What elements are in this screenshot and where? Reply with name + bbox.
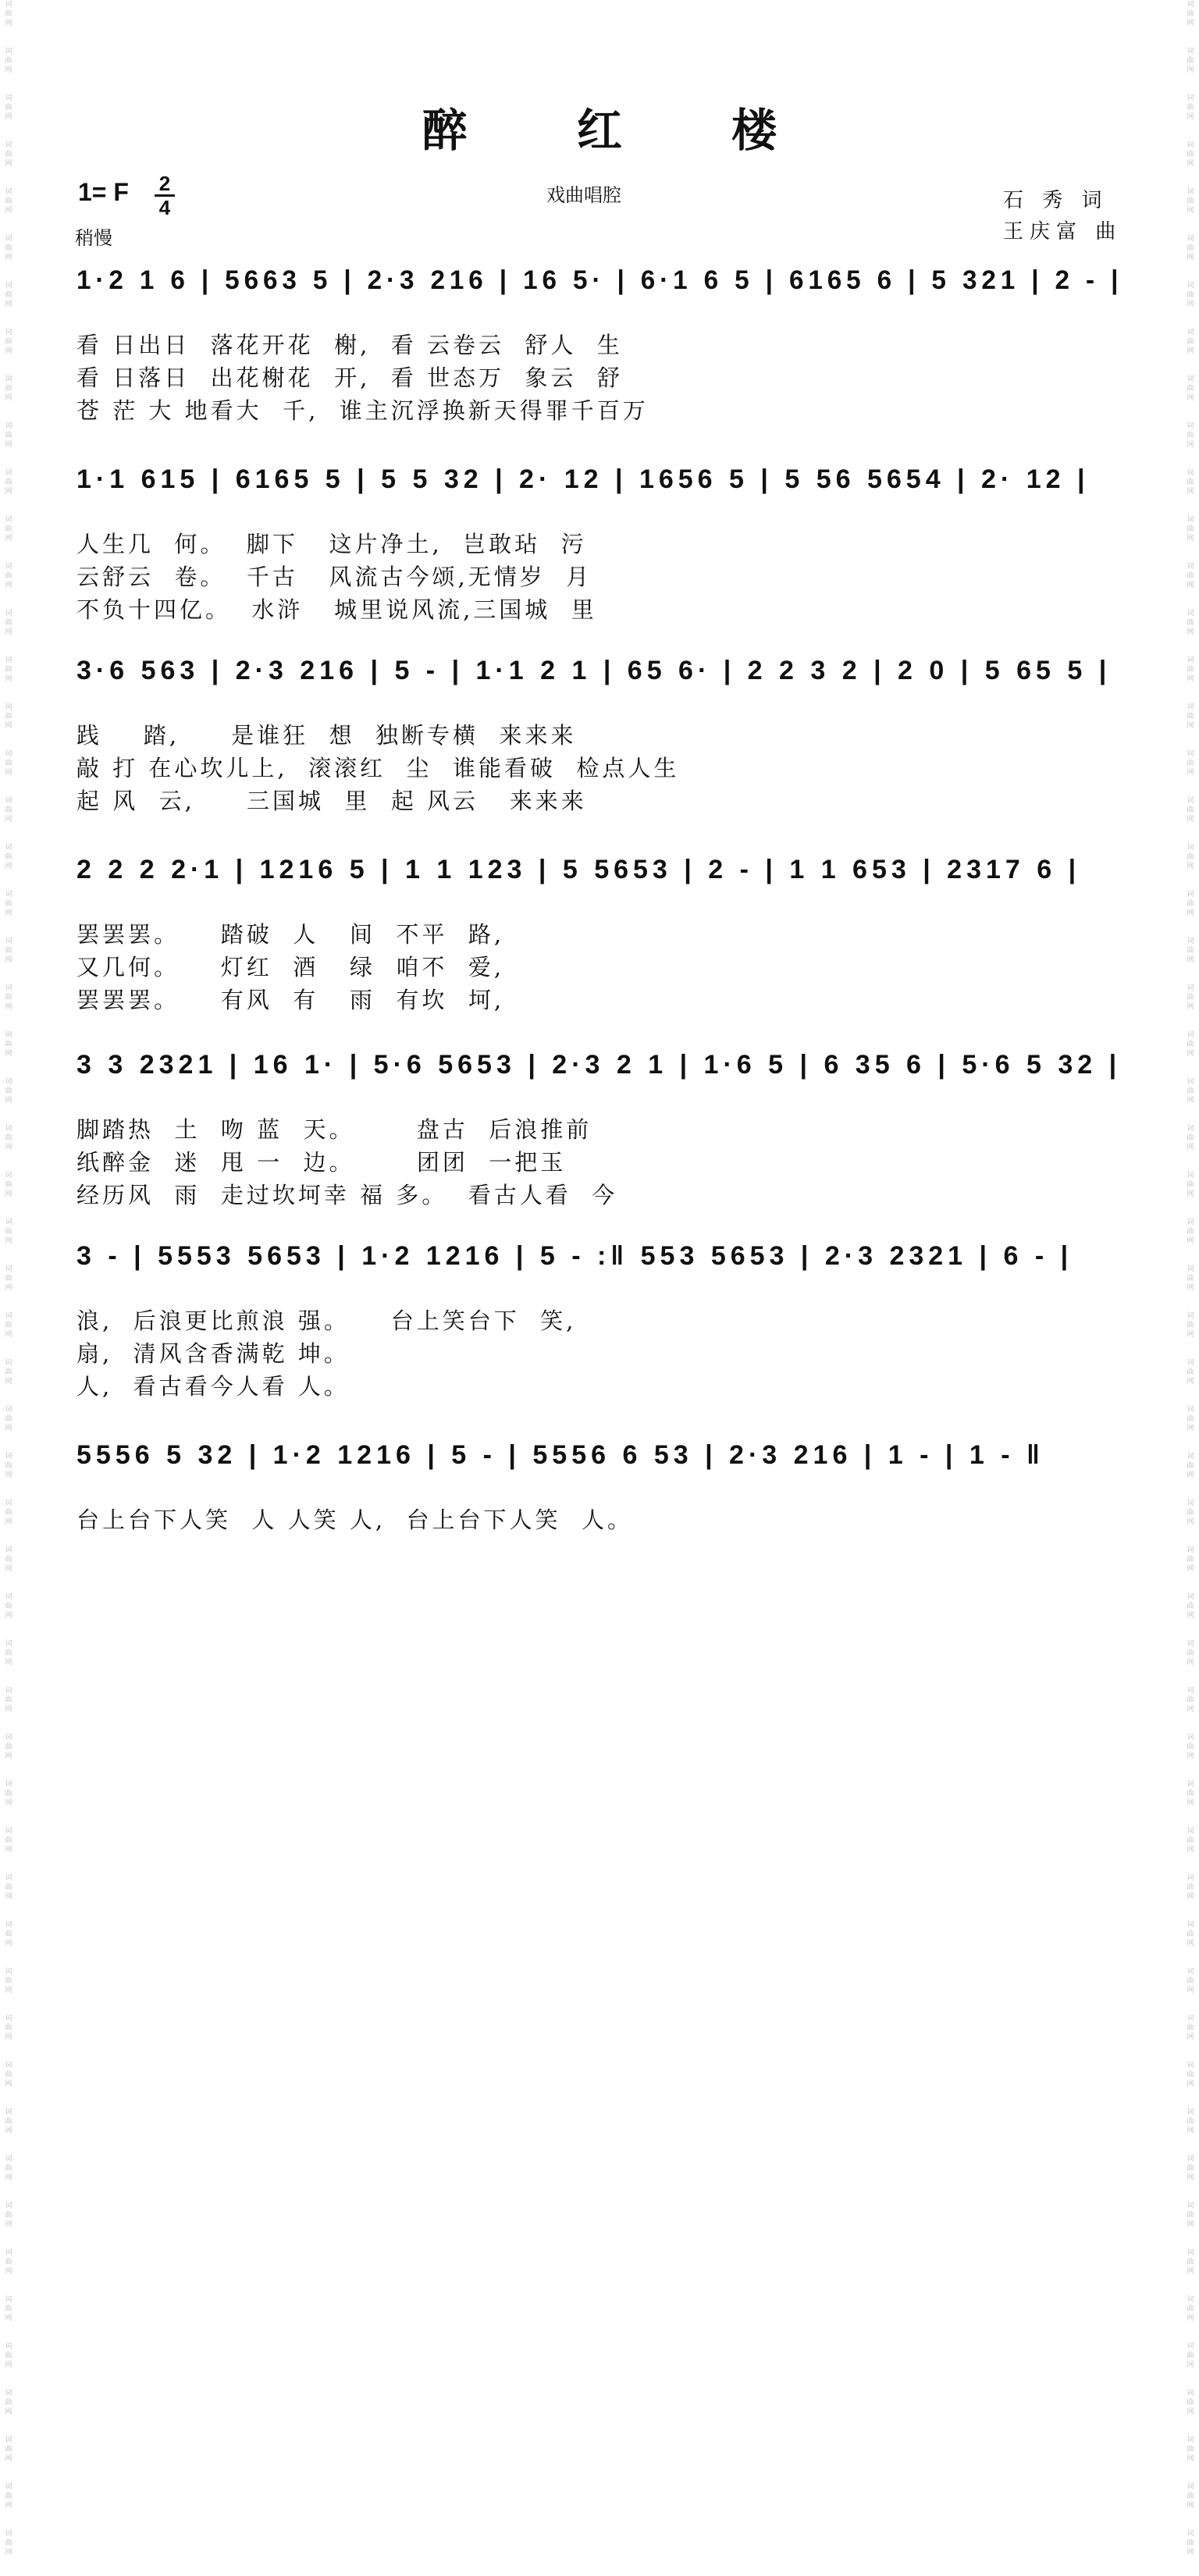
- score-system-1: [0, 265, 1199, 422]
- lyric-line-2: 看 日落日 出花榭花 开, 看 世态万 象云 舒: [76, 365, 623, 391]
- notation-line: 3 3 2321 | 16 1· | 5·6 5653 | 2·3 2 1 | 1·6 5 | 6 35 6 | 5·6 5 32 |: [76, 1050, 1122, 1080]
- notation-line: 3·6 563 | 2·3 216 | 5 - | 1·1 2 1 | 65 6· | 2 2 3 2 | 2 0 | 5 65 5 |: [76, 656, 1112, 685]
- lyric-line-3: 不负十四亿。 水浒 城里说风流,三国城 里: [76, 596, 597, 623]
- score-system-7: [0, 1440, 1199, 1596]
- song-title: 醉 红 楼: [422, 104, 824, 157]
- lyric-line-1: 台上台下人笑 人 人笑 人, 台上台下人笑 人。: [76, 1507, 633, 1533]
- key-signature: 1= F: [78, 178, 129, 206]
- score-system-3: [0, 656, 1199, 812]
- score-system-6: [0, 1241, 1199, 1400]
- side-watermark-left: 词 曲 网 词 曲 网 词 曲 网 词 曲 网 词 曲 网 词 曲 网 词 曲 网 词 曲 网 词 曲 网 词 曲 网 词 曲 网 词 曲 网 词 曲 网 词 曲 网 词 曲 网 词 曲 网 词 曲 网 词 曲 网 词 曲 网 词 曲 网 词 曲 网 词 曲 网 词 曲 网 词 曲 网 词 曲 网 词 曲 网 词 曲 网 词 曲 网 词 曲 网 词 曲 网 词 曲 网 词 曲 网 词 曲 网 词 曲 网 词 曲 网 词 曲 网 词 曲 网 词 曲 网 词 曲 网 词 曲 网 词 曲 网 词 曲 网 词 曲 网 词 曲 网 词 曲 网 词 曲 网 词 曲 网 词 曲 网 词 曲 网 词 曲 网 词 曲 网 词 曲 网 词 曲 网 词 曲 网 词 曲 网: [5, 1, 12, 2556]
- lyric-line-1: 看 日出日 落花开花 榭, 看 云卷云 舒人 生: [76, 332, 623, 358]
- lyric-line-3: 经历风 雨 走过坎坷幸 福 多。 看古人看 今: [76, 1182, 618, 1208]
- lyric-line-2: 又几何。 灯红 酒 绿 咱不 爱,: [76, 954, 505, 980]
- side-watermark-right: 词 曲 网 词 曲 网 词 曲 网 词 曲 网 词 曲 网 词 曲 网 词 曲 网 词 曲 网 词 曲 网 词 曲 网 词 曲 网 词 曲 网 词 曲 网 词 曲 网 词 曲 网 词 曲 网 词 曲 网 词 曲 网 词 曲 网 词 曲 网 词 曲 网 词 曲 网 词 曲 网 词 曲 网 词 曲 网 词 曲 网 词 曲 网 词 曲 网 词 曲 网 词 曲 网 词 曲 网 词 曲 网 词 曲 网 词 曲 网 词 曲 网 词 曲 网 词 曲 网 词 曲 网 词 曲 网 词 曲 网 词 曲 网 词 曲 网 词 曲 网 词 曲 网 词 曲 网 词 曲 网 词 曲 网 词 曲 网 词 曲 网 词 曲 网 词 曲 网 词 曲 网 词 曲 网 词 曲 网 词 曲 网: [1187, 1, 1194, 2556]
- lyric-line-1: 浪, 后浪更比煎浪 强。 台上笑台下 笑,: [76, 1308, 577, 1334]
- time-signature-top: 2: [158, 172, 171, 195]
- lyric-line-2: 敲 打 在心坎儿上, 滚滚红 尘 谁能看破 检点人生: [76, 755, 680, 781]
- subtitle: 戏曲唱腔: [546, 184, 621, 206]
- time-signature: [155, 173, 175, 218]
- lyric-line-2: 扇, 清风含香满乾 坤。: [76, 1340, 350, 1367]
- score-system-5: [0, 1050, 1199, 1206]
- lyric-line-1: 脚踏热 土 吻 蓝 天。 盘古 后浪推前: [76, 1116, 592, 1143]
- lyric-line-1: 践 踏, 是谁狂 想 独断专横 来来来: [76, 722, 577, 749]
- lyric-line-2: 云舒云 卷。 千古 风流古今颂,无情岁 月: [76, 564, 592, 590]
- notation-line: 1·1 615 | 6165 5 | 5 5 32 | 2· 12 | 1656 5 | 5 56 5654 | 2· 12 |: [76, 464, 1090, 494]
- time-signature-bottom: 4: [158, 196, 171, 219]
- lyric-line-3: 罢罢罢。 有风 有 雨 有坎 坷,: [76, 987, 505, 1013]
- notation-line: 5556 5 32 | 1·2 1216 | 5 - | 5556 6 53 | 2·3 216 | 1 - | 1 - ‖: [76, 1440, 1044, 1470]
- lyric-line-3: 人, 看古看今人看 人。: [76, 1373, 350, 1400]
- lyric-line-1: 罢罢罢。 踏破 人 间 不平 路,: [76, 921, 505, 948]
- lyric-line-3: 起 风 云, 三国城 里 起 风云 来来来: [76, 788, 587, 814]
- lyric-line-2: 纸醉金 迷 甩 一 边。 团团 一把玉: [76, 1149, 567, 1176]
- lyricist-credit: 石 秀 词: [1003, 189, 1108, 212]
- score-system-2: [0, 464, 1199, 621]
- tempo-marking: 稍慢: [75, 227, 112, 249]
- lyric-line-1: 人生几 何。 脚下 这片净土, 岂敢玷 污: [76, 531, 587, 557]
- notation-line: 3 - | 5553 5653 | 1·2 1216 | 5 - :‖ 553 5653 | 2·3 2321 | 6 - |: [76, 1241, 1073, 1271]
- lyric-line-3: 苍 茫 大 地看大 千, 谁主沉浮换新天得罪千百万: [76, 397, 649, 424]
- notation-line: 1·2 1 6 | 5663 5 | 2·3 216 | 16 5· | 6·1 6 5 | 6165 6 | 5 321 | 2 - |: [76, 265, 1123, 295]
- score-system-4: [0, 855, 1199, 1011]
- composer-credit: 王庆富 曲: [1003, 220, 1123, 244]
- notation-line: 2 2 2 2·1 | 1216 5 | 1 1 123 | 5 5653 | 2 - | 1 1 653 | 2317 6 |: [76, 855, 1081, 884]
